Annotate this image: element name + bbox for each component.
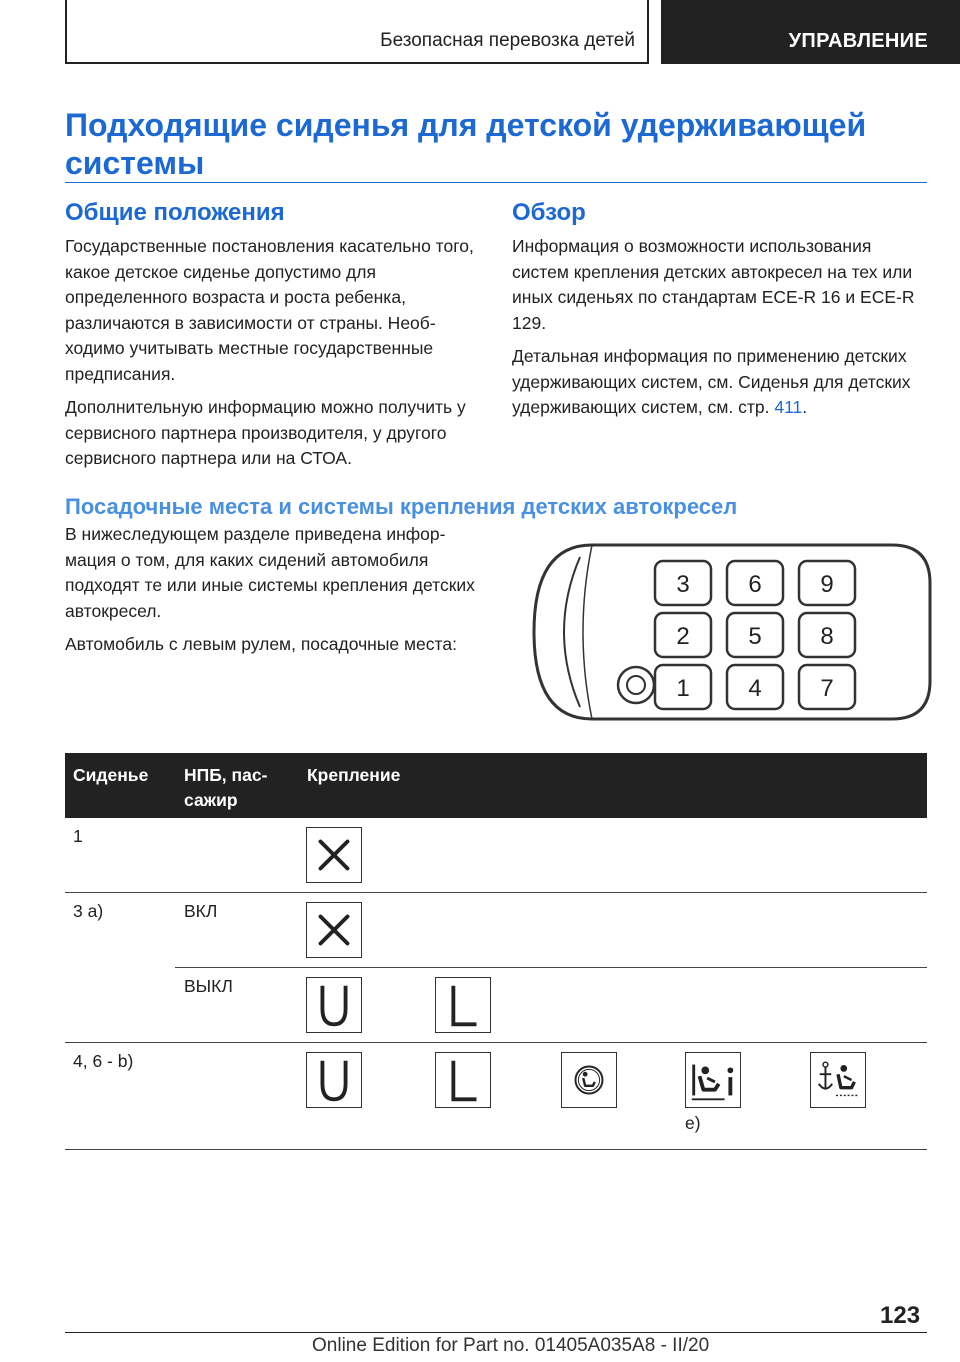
table-row: 1 xyxy=(65,818,927,893)
footer-divider xyxy=(65,1332,927,1333)
overview-heading: Обзор xyxy=(512,199,586,226)
seat-number-8: 8 xyxy=(820,623,834,650)
seat-number-5: 5 xyxy=(748,623,762,650)
steering-wheel-icon xyxy=(618,667,654,703)
header-chapter-title: УПРАВЛЕНИЕ xyxy=(788,30,928,52)
universal-u-icon xyxy=(306,977,362,1033)
seat-number-7: 7 xyxy=(820,675,834,702)
seating-intro-paragraph-1: В нижеследующем разделе приведена информация о том, для каких сидений автомобиля подходят те или иные системы крепления детских автокресел. xyxy=(65,524,475,621)
title-divider xyxy=(65,182,927,183)
cross-icon xyxy=(306,827,362,883)
general-section xyxy=(65,198,480,480)
header-airbag: НПБ, пассажир xyxy=(184,765,268,810)
header-section-box xyxy=(65,0,649,64)
edition-note: Online Edition for Part no. 01405A035A8 - II/20 xyxy=(312,1335,710,1356)
seat-layout-diagram xyxy=(532,543,932,721)
general-heading: Общие положения xyxy=(65,199,285,226)
general-paragraph-2: Дополнительную информацию можно получить у сервисного партнера производителя, у другого сервисного партнера или на СТОА. xyxy=(65,397,466,468)
overview-paragraph-2: Детальная информация по применению детских удерживающих систем, см. Сиденья для детских удерживающих систем, см. стр. 411. xyxy=(512,346,911,417)
general-paragraph-1: Государственные постановления касательно того, какое детское сиденье допустимо для определенного возраста и роста ребенка, различаются в зависимости от страны. Необходимо учитывать местные государственные предписания. xyxy=(65,236,474,384)
seating-intro-paragraph-2: Автомобиль с левым рулем, посадочные места: xyxy=(65,634,457,654)
seat-number-3: 3 xyxy=(676,571,690,598)
seat-number-2: 2 xyxy=(676,623,690,650)
universal-u-icon xyxy=(306,1052,362,1108)
header-seat: Сиденье xyxy=(73,765,149,785)
table-row: 3 a) ВКЛ xyxy=(175,893,927,968)
header-mounting: Крепление xyxy=(307,765,401,785)
page-title: Подходящие сиденья для детской удерживающей системы xyxy=(65,107,867,181)
child-seat-table xyxy=(65,753,927,1150)
table-row: ВЫКЛ xyxy=(65,968,927,1043)
semi-universal-l-icon xyxy=(435,1052,491,1108)
seating-positions-heading: Посадочные места и системы крепления детских автокресел xyxy=(65,494,738,519)
overview-paragraph-1: Информация о возможности использования систем крепления детских автокресел на тех или иных сиденьях по стандартам ECE-R 16 и ECE-R 129. xyxy=(512,236,915,333)
footnote-e: e) xyxy=(685,1113,701,1133)
page-number: 123 xyxy=(880,1302,921,1329)
overview-section xyxy=(512,198,927,429)
page-link-411[interactable]: 411 xyxy=(774,397,803,417)
seating-intro xyxy=(65,522,480,666)
seat-number-6: 6 xyxy=(748,571,762,598)
header-section-title: Безопасная перевозка детей xyxy=(380,30,635,51)
isofix-anchor-icon xyxy=(810,1052,866,1108)
i-size-icon xyxy=(685,1052,741,1108)
header-chapter-box xyxy=(661,0,960,64)
table-row: 4, 6 - b) e) xyxy=(65,1043,927,1150)
seat-number-1: 1 xyxy=(676,675,690,702)
child-seat-circle-icon xyxy=(561,1052,617,1108)
semi-universal-l-icon xyxy=(435,977,491,1033)
seat-number-4: 4 xyxy=(748,675,762,702)
table-header xyxy=(65,753,927,818)
cross-icon xyxy=(306,902,362,958)
seat-number-9: 9 xyxy=(820,571,834,598)
